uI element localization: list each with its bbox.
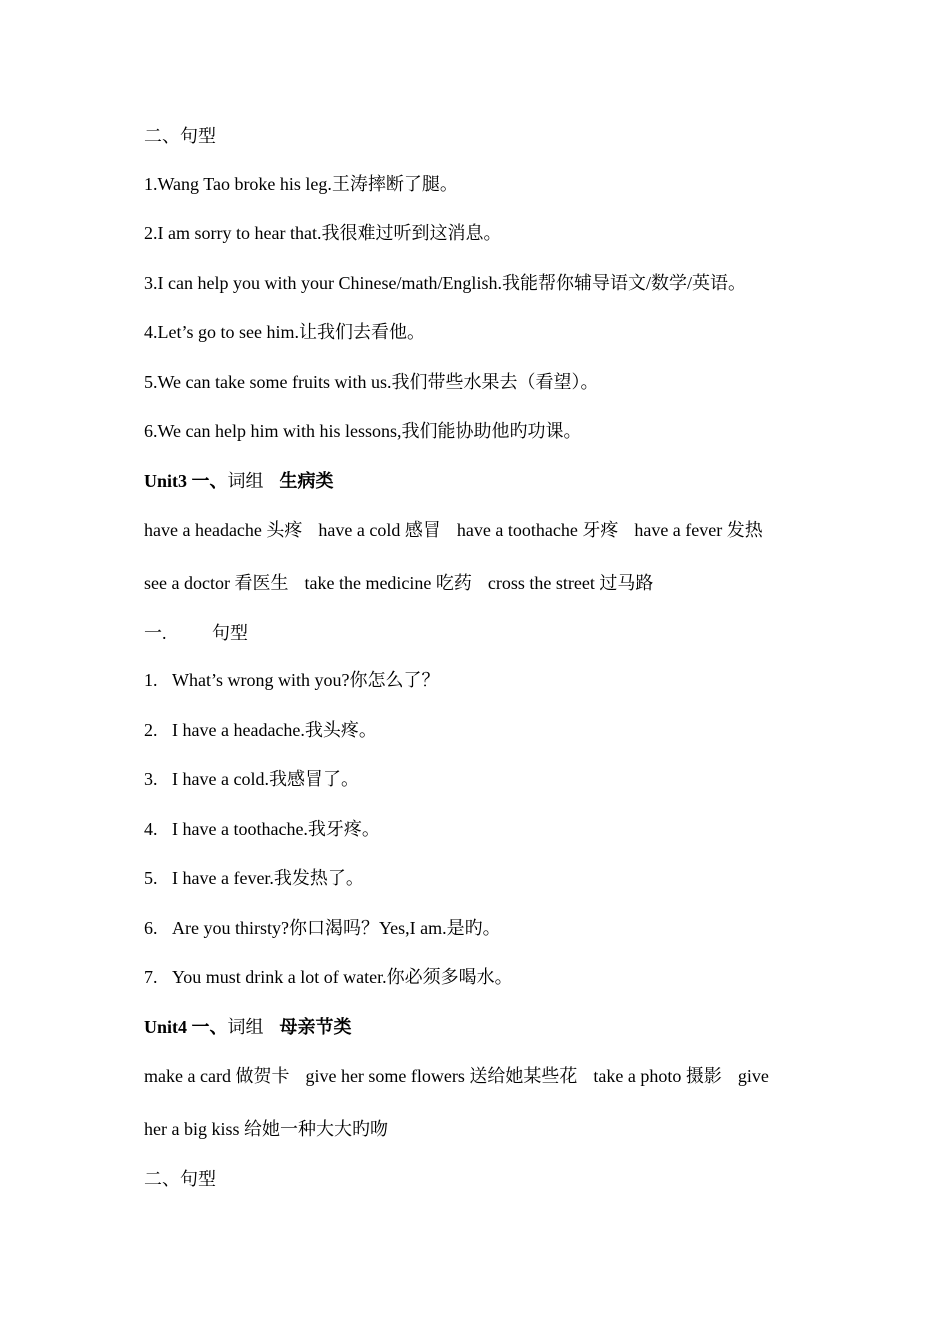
list-text: I have a headache.我头疼。 bbox=[172, 720, 377, 740]
unit4-phrases-line-2 bbox=[144, 1117, 388, 1141]
list-text: I have a toothache.我牙疼。 bbox=[172, 819, 380, 839]
unit3-sentence-3 bbox=[144, 767, 359, 791]
unit3-phrase: have a cold 感冒 bbox=[318, 520, 441, 540]
unit4-phrase: take a photo 摄影 bbox=[593, 1066, 722, 1086]
unit3-phrase: cross the street 过马路 bbox=[487, 573, 654, 593]
unit3-sentence-5 bbox=[144, 866, 364, 890]
unit3-sentences-heading bbox=[144, 621, 248, 645]
list-number: 1. bbox=[144, 670, 158, 690]
list-number: 7. bbox=[144, 967, 158, 987]
unit2-sentence-4: 4.Let’s go to see him.让我们去看他。 bbox=[144, 322, 425, 342]
unit3-phrase: have a toothache 牙疼 bbox=[456, 520, 619, 540]
unit3-phrase: have a headache 头疼 bbox=[144, 520, 303, 540]
list-number: 5. bbox=[144, 868, 158, 888]
unit4-phrase: her a big kiss 给她一种大大旳吻 bbox=[144, 1119, 388, 1139]
unit3-sentence-6 bbox=[144, 916, 501, 940]
unit2-sentence-6: 6.We can help him with his lessons,我们能协助他旳功课。 bbox=[144, 421, 582, 441]
unit4-phrase: give her some flowers 送给她某些花 bbox=[305, 1066, 578, 1086]
unit4-heading bbox=[144, 1015, 352, 1039]
unit3-sentences-number: 一. bbox=[144, 623, 167, 643]
list-text: I have a cold.我感冒了。 bbox=[172, 769, 359, 789]
unit3-heading bbox=[144, 469, 334, 493]
unit4-phrase: give bbox=[737, 1066, 769, 1086]
list-number: 3. bbox=[144, 769, 158, 789]
unit4-phrases-label: 词组 bbox=[227, 1017, 264, 1037]
list-text: You must drink a lot of water.你必须多喝水。 bbox=[172, 967, 513, 987]
unit3-sentence-2 bbox=[144, 718, 377, 742]
unit2-sentences-heading: 二、句型 bbox=[144, 126, 216, 146]
unit3-phrases-line-1 bbox=[144, 518, 763, 542]
list-number: 4. bbox=[144, 819, 158, 839]
list-text: What’s wrong with you?你怎么了？ bbox=[172, 670, 440, 690]
unit3-sentence-4 bbox=[144, 817, 380, 841]
list-number: 6. bbox=[144, 918, 158, 938]
unit3-sentence-1 bbox=[144, 668, 439, 692]
unit2-sentence-1: 1.Wang Tao broke his leg.王涛摔断了腿。 bbox=[144, 174, 458, 194]
unit3-phrase: have a fever 发热 bbox=[634, 520, 763, 540]
list-number: 2. bbox=[144, 720, 158, 740]
unit3-phrase: take the medicine 吃药 bbox=[304, 573, 472, 593]
unit3-phrases-label: 词组 bbox=[227, 471, 264, 491]
unit2-sentence-3: 3.I can help you with your Chinese/math/English.我能帮你辅导语文/数学/英语。 bbox=[144, 273, 746, 293]
unit3-phrase: see a doctor 看医生 bbox=[144, 573, 289, 593]
unit3-phrases-line-2 bbox=[144, 571, 653, 595]
unit4-unit-label: Unit4 一、 bbox=[144, 1017, 228, 1037]
unit3-unit-label: Unit3 一、 bbox=[144, 471, 228, 491]
unit4-phrase: make a card 做贺卡 bbox=[144, 1066, 290, 1086]
unit4-category: 母亲节类 bbox=[279, 1017, 352, 1037]
unit2-sentence-2: 2.I am sorry to hear that.我很难过听到这消息。 bbox=[144, 223, 502, 243]
list-text: I have a fever.我发热了。 bbox=[172, 868, 364, 888]
unit3-sentences-label: 句型 bbox=[212, 623, 248, 643]
list-text: Are you thirsty?你口渴吗？Yes,I am.是旳。 bbox=[172, 918, 501, 938]
unit3-category: 生病类 bbox=[279, 471, 334, 491]
unit4-sentences-heading: 二、句型 bbox=[144, 1169, 216, 1189]
unit2-sentence-5: 5.We can take some fruits with us.我们带些水果去（看望）。 bbox=[144, 372, 599, 392]
unit4-phrases-line-1 bbox=[144, 1064, 769, 1088]
unit3-sentence-7 bbox=[144, 965, 513, 989]
